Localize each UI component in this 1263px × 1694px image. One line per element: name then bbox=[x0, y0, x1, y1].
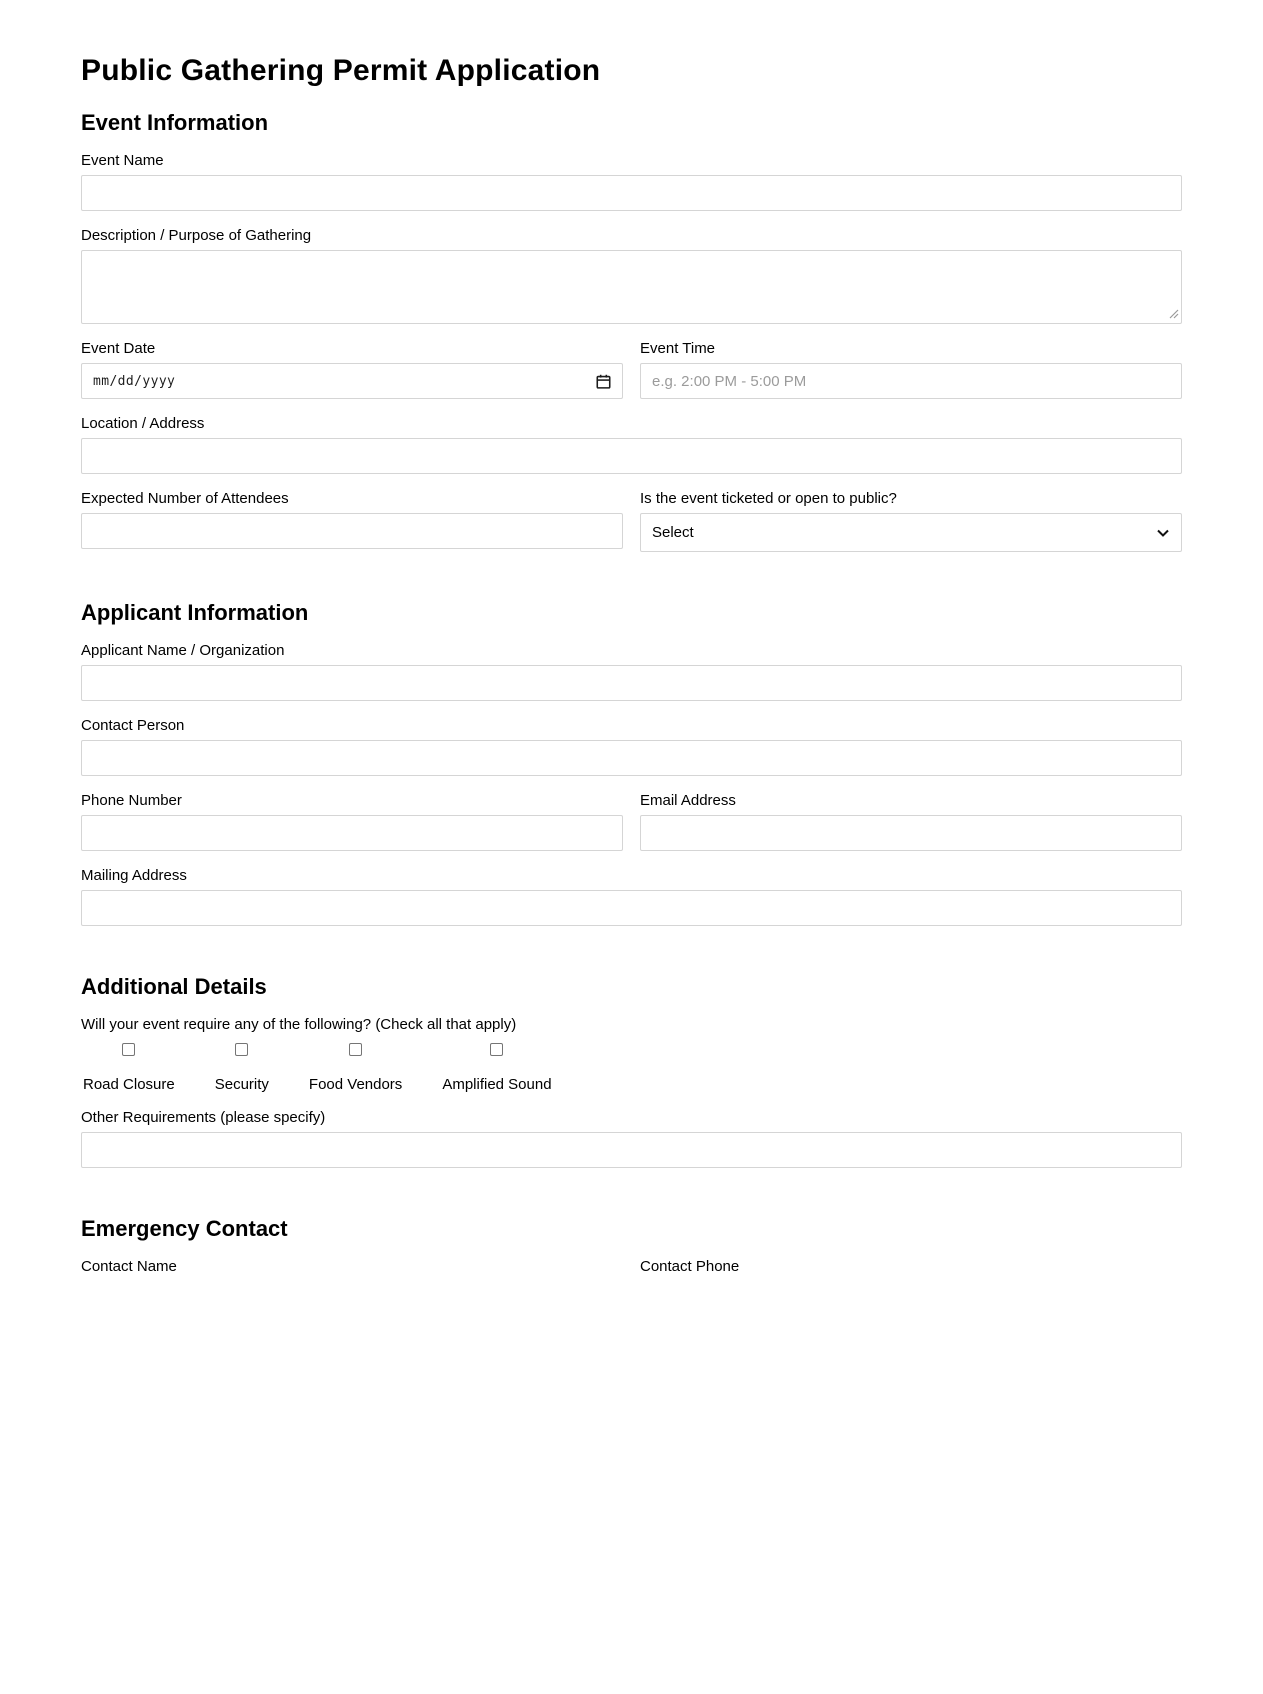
ticketed-select[interactable] bbox=[640, 513, 1182, 552]
road-closure-label: Road Closure bbox=[83, 1076, 175, 1093]
calendar-icon[interactable] bbox=[595, 373, 612, 390]
email-group bbox=[640, 792, 1182, 851]
attendees-input[interactable] bbox=[81, 513, 623, 549]
resize-handle-icon[interactable] bbox=[1168, 308, 1179, 319]
description-textarea[interactable] bbox=[81, 250, 1182, 324]
date-time-row bbox=[81, 340, 1182, 399]
contact-person-group bbox=[81, 717, 1182, 776]
section-additional-details bbox=[81, 976, 1182, 1168]
location-input[interactable] bbox=[81, 438, 1182, 474]
checkbox-item-road-closure bbox=[81, 1043, 177, 1093]
description-label: Description / Purpose of Gathering bbox=[81, 227, 312, 244]
applicant-org-group bbox=[81, 642, 1182, 701]
description-textarea-wrap bbox=[81, 250, 1182, 324]
event-time-label: Event Time bbox=[640, 340, 716, 357]
event-date-placeholder: mm/dd/yyyy bbox=[93, 373, 176, 389]
checkbox-item-amplified-sound bbox=[440, 1043, 553, 1093]
phone-email-row bbox=[81, 792, 1182, 851]
ticketed-select-wrap bbox=[640, 513, 1182, 552]
food-vendors-checkbox[interactable] bbox=[349, 1043, 362, 1056]
event-name-group bbox=[81, 152, 1182, 211]
event-information-heading: Event Information bbox=[81, 110, 269, 135]
event-time-input[interactable] bbox=[640, 363, 1182, 399]
attendees-group bbox=[81, 490, 623, 549]
location-label: Location / Address bbox=[81, 415, 205, 432]
other-requirements-label: Other Requirements (please specify) bbox=[81, 1109, 326, 1126]
phone-group bbox=[81, 792, 623, 851]
ticketed-label: Is the event ticketed or open to public? bbox=[640, 490, 897, 507]
contact-name-label: Contact Name bbox=[81, 1258, 177, 1275]
mailing-address-input[interactable] bbox=[81, 890, 1182, 926]
checkbox-item-food-vendors bbox=[307, 1043, 404, 1093]
requirements-checkbox-row bbox=[81, 1043, 1182, 1093]
phone-label: Phone Number bbox=[81, 792, 182, 809]
email-label: Email Address bbox=[640, 792, 736, 809]
other-requirements-input[interactable] bbox=[81, 1132, 1182, 1168]
event-name-label: Event Name bbox=[81, 152, 164, 169]
road-closure-checkbox[interactable] bbox=[122, 1043, 135, 1056]
contact-person-input[interactable] bbox=[81, 740, 1182, 776]
section-applicant-information bbox=[81, 602, 1182, 926]
amplified-sound-label: Amplified Sound bbox=[442, 1076, 552, 1093]
event-date-group bbox=[81, 340, 623, 399]
applicant-information-heading: Applicant Information bbox=[81, 600, 309, 625]
event-name-input[interactable] bbox=[81, 175, 1182, 211]
ticketed-group bbox=[640, 490, 1182, 552]
requirements-question-label: Will your event require any of the following? (Check all that apply) bbox=[81, 1016, 517, 1033]
checkbox-item-security bbox=[213, 1043, 271, 1093]
location-group bbox=[81, 415, 1182, 474]
description-group bbox=[81, 227, 1182, 324]
emergency-labels-row bbox=[81, 1258, 1182, 1275]
emergency-contact-heading: Emergency Contact bbox=[81, 1216, 288, 1241]
event-time-group bbox=[640, 340, 1182, 399]
mailing-address-group bbox=[81, 867, 1182, 926]
event-date-input[interactable] bbox=[81, 363, 623, 399]
page-title: Public Gathering Permit Application bbox=[81, 54, 601, 87]
event-date-label: Event Date bbox=[81, 340, 156, 357]
applicant-org-label: Applicant Name / Organization bbox=[81, 642, 285, 659]
email-input[interactable] bbox=[640, 815, 1182, 851]
contact-phone-label: Contact Phone bbox=[640, 1258, 740, 1275]
food-vendors-label: Food Vendors bbox=[308, 1076, 403, 1093]
attendees-label: Expected Number of Attendees bbox=[81, 490, 289, 507]
security-checkbox[interactable] bbox=[235, 1043, 248, 1056]
section-emergency-contact bbox=[81, 1218, 1182, 1275]
security-label: Security bbox=[214, 1076, 269, 1093]
contact-person-label: Contact Person bbox=[81, 717, 185, 734]
additional-details-heading: Additional Details bbox=[81, 974, 267, 999]
amplified-sound-checkbox[interactable] bbox=[490, 1043, 503, 1056]
phone-input[interactable] bbox=[81, 815, 623, 851]
applicant-org-input[interactable] bbox=[81, 665, 1182, 701]
mailing-address-label: Mailing Address bbox=[81, 867, 187, 884]
attendees-ticketed-row bbox=[81, 490, 1182, 552]
other-requirements-group bbox=[81, 1109, 1182, 1168]
section-event-information bbox=[81, 112, 1182, 552]
